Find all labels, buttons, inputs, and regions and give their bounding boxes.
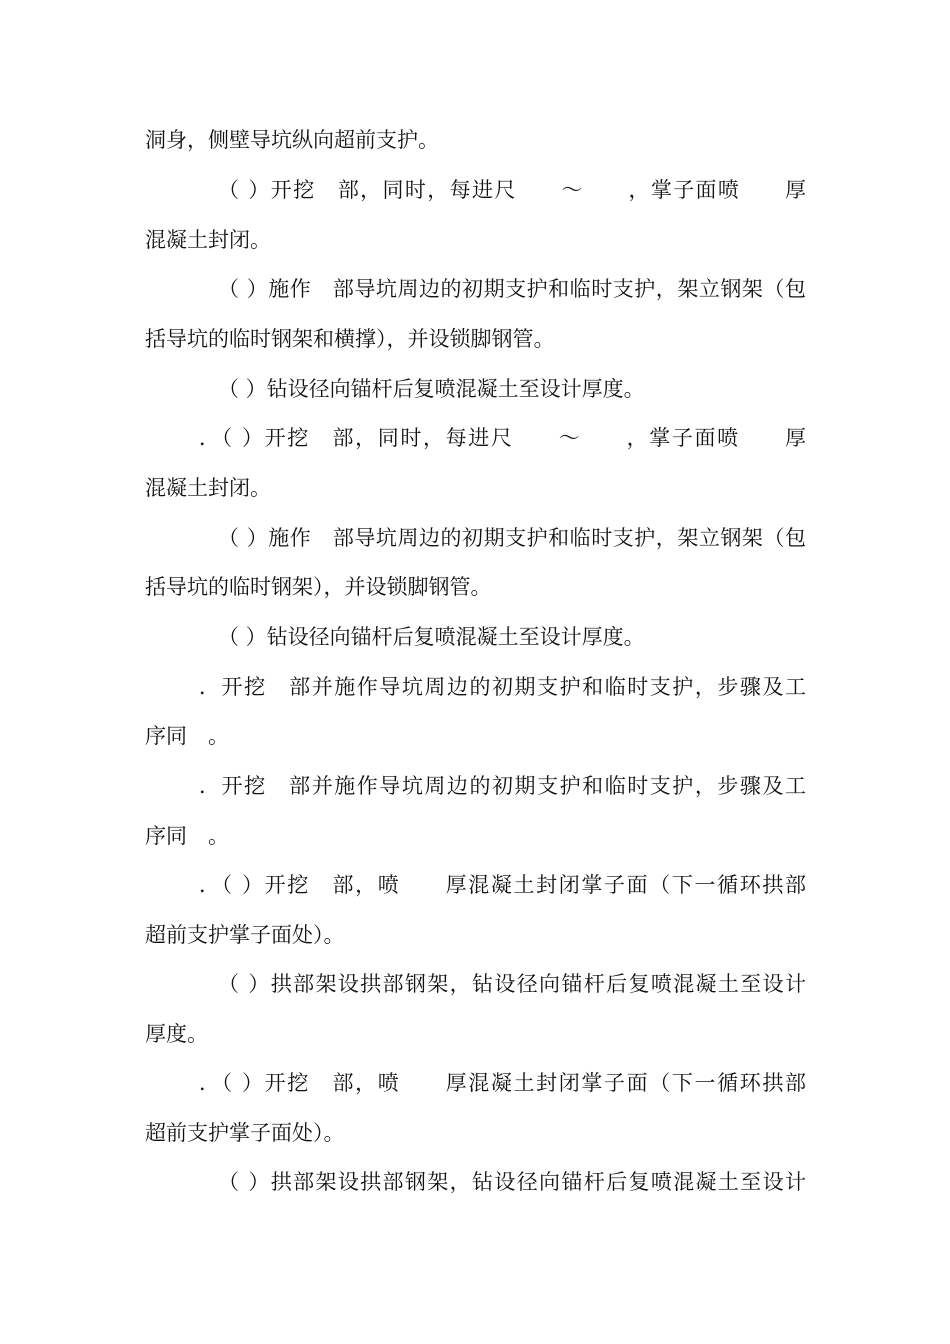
- text-line: （ ）拱部架设拱部钢架，钻设径向锚杆后复喷混凝土至设计: [218, 1170, 806, 1194]
- text-line: 括导坑的临时钢架和横撑），并设锁脚钢管。: [145, 327, 555, 351]
- text-line: 超前支护掌子面处）。: [145, 1121, 345, 1145]
- text-line: （ ）施作 部导坑周边的初期支护和临时支护，架立钢架（包: [218, 277, 806, 301]
- text-line: 洞身，侧壁导坑纵向超前支护。: [145, 128, 439, 152]
- text-line: ．（ ）开挖 部，喷 厚混凝土封闭掌子面（下一循环拱部: [199, 1071, 806, 1095]
- text-line: （ ）施作 部导坑周边的初期支护和临时支护，架立钢架（包: [218, 526, 806, 550]
- text-line: 序同 。: [145, 724, 229, 748]
- text-line: 混凝土封闭。: [145, 476, 271, 500]
- text-line: （ ）钻设径向锚杆后复喷混凝土至设计厚度。: [218, 377, 645, 401]
- text-line: ．（ ）开挖 部，同时，每进尺 ～ ，掌子面喷 厚: [199, 426, 806, 450]
- text-line: ．（ ）开挖 部，喷 厚混凝土封闭掌子面（下一循环拱部: [199, 873, 806, 897]
- text-line: （ ）开挖 部，同时，每进尺 ～ ，掌子面喷 厚: [218, 178, 806, 202]
- text-line: （ ）钻设径向锚杆后复喷混凝土至设计厚度。: [218, 625, 645, 649]
- text-line: （ ）拱部架设拱部钢架，钻设径向锚杆后复喷混凝土至设计: [218, 972, 806, 996]
- text-line: 括导坑的临时钢架），并设锁脚钢管。: [145, 575, 492, 599]
- text-line: 超前支护掌子面处）。: [145, 923, 345, 947]
- text-line: ．开挖 部并施作导坑周边的初期支护和临时支护，步骤及工: [199, 774, 806, 798]
- text-line: 厚度。: [145, 1022, 208, 1046]
- text-line: 混凝土封闭。: [145, 228, 271, 252]
- text-line: 序同 。: [145, 824, 229, 848]
- text-line: ．开挖 部并施作导坑周边的初期支护和临时支护，步骤及工: [199, 675, 806, 699]
